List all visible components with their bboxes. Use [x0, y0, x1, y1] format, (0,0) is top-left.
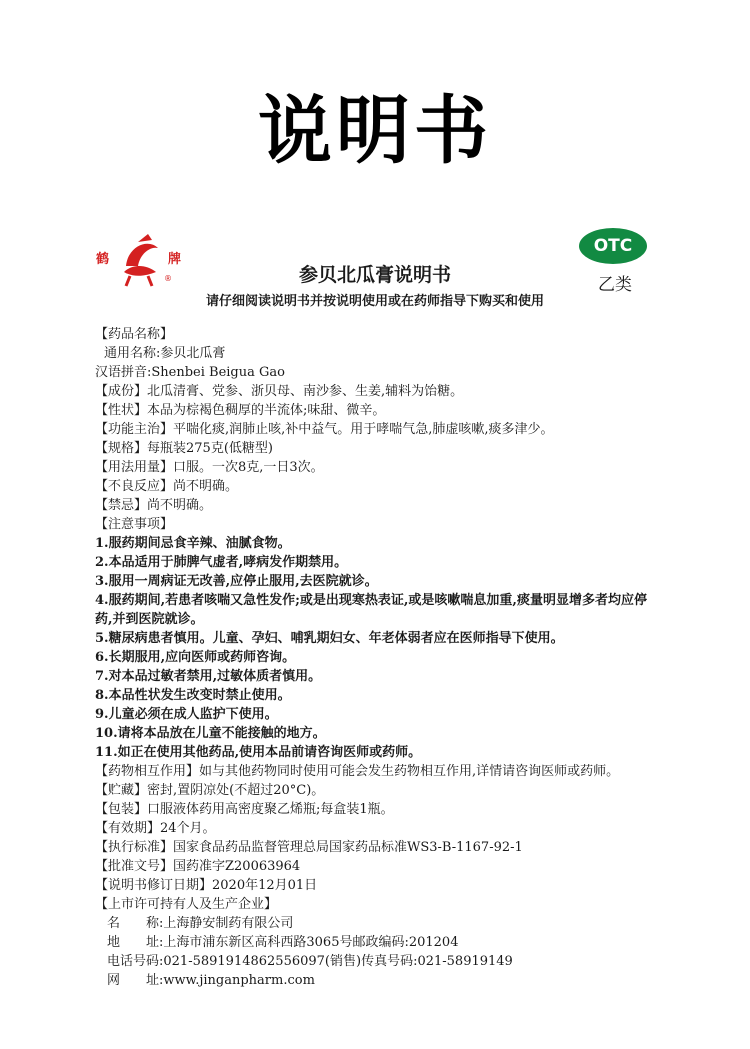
section-revision-date: 【说明书修订日期】2020年12月01日 — [95, 878, 318, 893]
registered-icon: ® — [164, 274, 172, 283]
section-contraindications: 【禁忌】尚不明确。 — [95, 498, 213, 513]
instruction-body — [95, 325, 660, 990]
precaution-item: 9.儿童必须在成人监护下使用。 — [95, 707, 278, 722]
otc-badge: OTC — [579, 228, 647, 264]
page-big-title: 说明书 — [258, 88, 492, 174]
section-manufacturer-header: 【上市许可持有人及生产企业】 — [95, 897, 278, 912]
section-standard: 【执行标准】国家食品药品监督管理总局国家药品标准WS3-B-1167-92-1 — [95, 840, 523, 855]
otc-class-label: 乙类 — [598, 275, 632, 295]
brand-char-right: 牌 — [168, 252, 182, 267]
section-approval: 【批准文号】国药准字Z20063964 — [95, 859, 301, 874]
precaution-item: 8.本品性状发生改变时禁止使用。 — [95, 688, 291, 703]
section-ingredients: 【成份】北瓜清膏、党参、浙贝母、南沙参、生姜,辅料为饴糖。 — [95, 384, 464, 399]
precaution-item: 3.服用一周病证无改善,应停止服用,去医院就诊。 — [95, 574, 378, 589]
precaution-item: 1.服药期间忌食辛辣、油腻食物。 — [95, 536, 291, 551]
section-properties: 【性状】本品为棕褐色稠厚的半流体;味甜、微辛。 — [95, 403, 386, 418]
section-precautions-header: 【注意事项】 — [95, 517, 174, 532]
manufacturer-name: 名 称:上海静安制药有限公司 — [107, 916, 294, 931]
section-drug-name-header: 【药品名称】 — [95, 327, 174, 342]
section-packaging: 【包装】口服液体药用高密度聚乙烯瓶;每盒装1瓶。 — [95, 802, 394, 817]
section-indications: 【功能主治】平喘化痰,润肺止咳,补中益气。用于哮喘气急,肺虚咳嗽,痰多津少。 — [95, 422, 554, 437]
section-validity: 【有效期】24个月。 — [95, 821, 216, 836]
manufacturer-phone-fax: 电话号码:021-5891914862556097(销售)传真号码:021-58919149 — [107, 954, 513, 969]
precaution-item: 11.如正在使用其他药品,使用本品前请咨询医师或药师。 — [95, 745, 422, 760]
document-title: 参贝北瓜膏说明书 — [298, 264, 451, 286]
precaution-item: 5.糖尿病患者慎用。儿童、孕妇、哺乳期妇女、年老体弱者应在医师指导下使用。 — [95, 631, 564, 646]
precaution-item: 6.长期服用,应向医师或药师咨询。 — [95, 650, 296, 665]
document-subtitle: 请仔细阅读说明书并按说明使用或在药师指导下购买和使用 — [205, 294, 544, 309]
manufacturer-address: 地 址:上海市浦东新区高科西路3065号邮政编码:201204 — [107, 935, 459, 950]
precaution-item: 7.对本品过敏者禁用,过敏体质者慎用。 — [95, 669, 322, 684]
brand-char-left: 鹤 — [96, 252, 110, 267]
section-specification: 【规格】每瓶装275克(低糖型) — [95, 441, 273, 456]
section-storage: 【贮藏】密封,置阴凉处(不超过20°C)。 — [95, 783, 325, 798]
precaution-item: 10.请将本品放在儿童不能接触的地方。 — [95, 726, 326, 741]
section-dosage: 【用法用量】口服。一次8克,一日3次。 — [95, 460, 324, 475]
generic-name: 通用名称:参贝北瓜膏 — [104, 346, 226, 361]
manufacturer-website: 网 址:www.jinganpharm.com — [107, 973, 315, 988]
precaution-item: 2.本品适用于肺脾气虚者,哮病发作期禁用。 — [95, 555, 348, 570]
pinyin-name: 汉语拼音:Shenbei Beigua Gao — [95, 365, 285, 380]
section-interactions: 【药物相互作用】如与其他药物同时使用可能会发生药物相互作用,详情请咨询医师或药师。 — [95, 764, 620, 779]
precaution-item: 4.服药期间,若患者咳喘又急性发作;或是出现寒热表证,或是咳嗽喘息加重,痰量明显增多者均应停药,并到医院就诊。 — [95, 593, 647, 627]
section-adverse-reactions: 【不良反应】尚不明确。 — [95, 479, 239, 494]
